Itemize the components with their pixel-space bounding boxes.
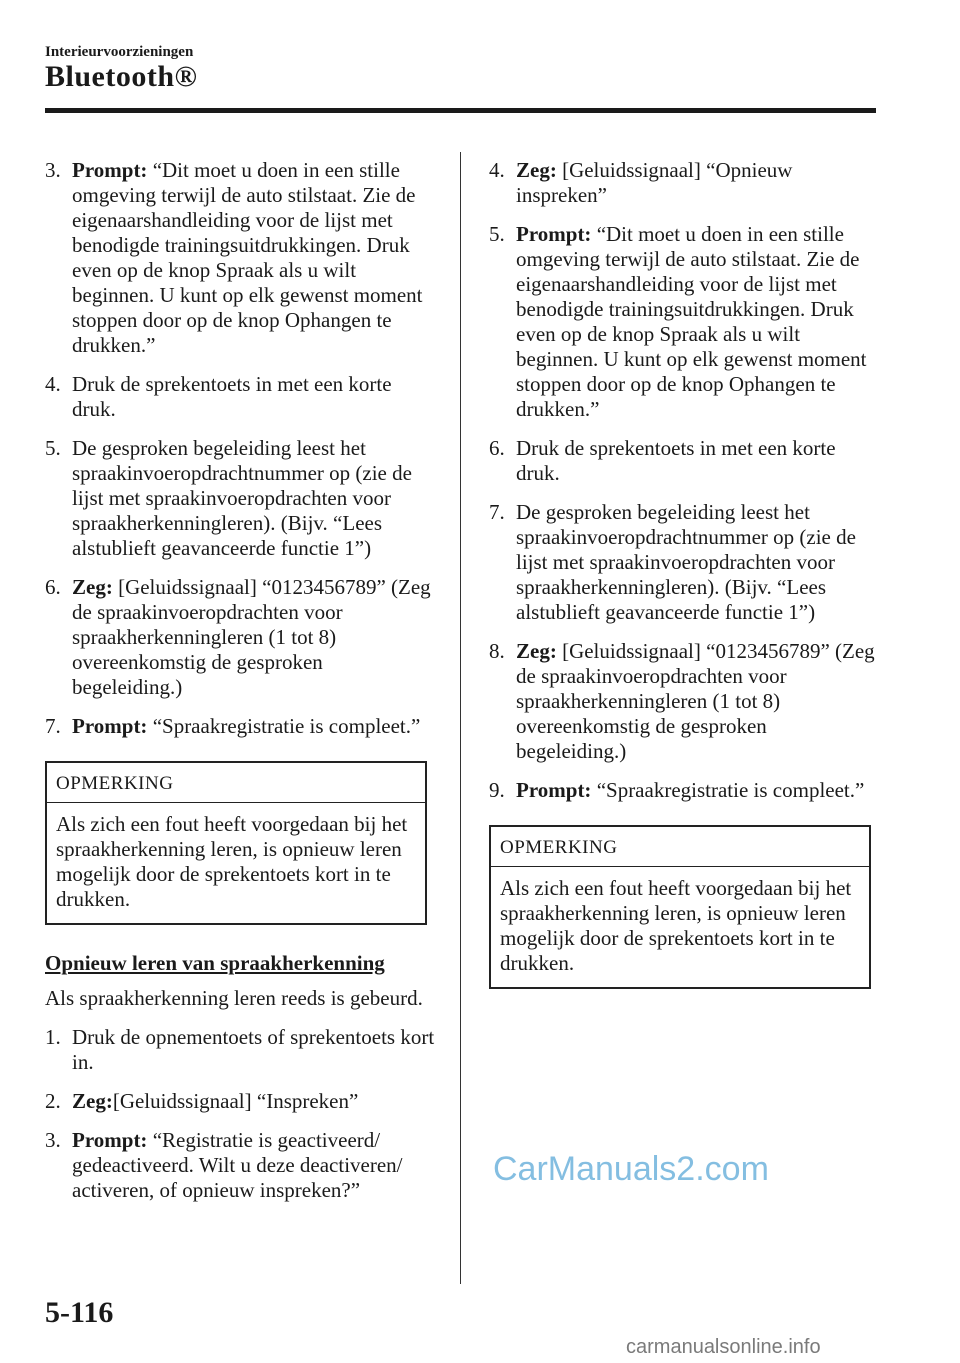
step-number: 3. [45, 158, 61, 182]
step-label: Prompt: [72, 1128, 148, 1152]
step-text [516, 222, 879, 422]
step-label: Prompt: [516, 222, 592, 246]
step-text [72, 1025, 435, 1075]
note-box [45, 761, 427, 925]
list-item [45, 436, 435, 561]
step-number: 7. [489, 500, 505, 524]
page-title: Bluetooth® [45, 60, 198, 93]
steps-list [45, 158, 435, 739]
step-number: 4. [489, 158, 505, 182]
note-text: Als zich een fout heeft voorgedaan bij het spraakherkenning leren, is opnieuw leren mogelijk door de sprekentoets kort in te drukken. [500, 876, 852, 975]
step-text [72, 714, 435, 739]
step-body: “Spraakregistratie is compleet.” [591, 778, 865, 802]
step-label: Prompt: [72, 158, 148, 182]
list-item [45, 714, 435, 739]
intro-text: Als spraakherkenning leren reeds is gebeurd. [45, 986, 423, 1010]
step-body: Druk de sprekentoets in met een korte druk. [516, 436, 836, 485]
list-item [45, 1128, 435, 1203]
note-heading: OPMERKING [491, 827, 869, 867]
step-body: Druk de sprekentoets in met een korte druk. [72, 372, 392, 421]
step-body: Druk de opnementoets of sprekentoets kort in. [72, 1025, 435, 1074]
note-heading: OPMERKING [47, 763, 425, 803]
column-divider [460, 152, 461, 1284]
step-text [72, 1128, 435, 1203]
title-rule [45, 108, 876, 113]
list-item [45, 372, 435, 422]
step-text [516, 500, 879, 625]
step-text [72, 372, 435, 422]
subheading: Opnieuw leren van spraakherkenning [45, 951, 385, 975]
step-text [516, 778, 879, 803]
watermark: CarManuals2.com [493, 1150, 769, 1188]
step-text [516, 639, 879, 764]
note-text: Als zich een fout heeft voorgedaan bij het spraakherkenning leren, is opnieuw leren mogelijk door de sprekentoets kort in te drukken. [56, 812, 408, 911]
list-item [489, 639, 879, 764]
list-item [45, 1025, 435, 1075]
list-item [45, 158, 435, 358]
section-label: Interieurvoorzieningen [45, 44, 194, 60]
step-body: [Geluidssignaal] “Opnieuw inspreken” [516, 158, 793, 207]
page-number: 5-116 [45, 1296, 114, 1329]
step-number: 4. [45, 372, 61, 396]
step-number: 6. [489, 436, 505, 460]
step-label: Prompt: [72, 714, 148, 738]
step-number: 7. [45, 714, 61, 738]
list-item [489, 222, 879, 422]
step-number: 9. [489, 778, 505, 802]
step-text [516, 436, 879, 486]
step-label: Zeg: [72, 1089, 113, 1113]
steps-list [489, 158, 879, 803]
source-watermark: carmanualsonline.info [626, 1336, 821, 1358]
step-body: De gesproken begeleiding leest het spraakinvoeropdrachtnummer op (zie de lijst met spraakinvoeropdrachten voor spraakherkenningleren). (Bijv. “Lees alstublieft geavanceerde functie 1”) [516, 500, 856, 624]
list-item [489, 778, 879, 803]
list-item [489, 158, 879, 208]
step-text [72, 575, 435, 700]
step-body: De gesproken begeleiding leest het spraakinvoeropdrachtnummer op (zie de lijst met spraakinvoeropdrachten voor spraakherkenningleren). (Bijv. “Lees alstublieft geavanceerde functie 1”) [72, 436, 412, 560]
note-box [489, 825, 871, 989]
step-body: “Dit moet u doen in een stille omgeving terwijl de auto stilstaat. Zie de eigenaarshandleiding voor de lijst met benodigde trainingsuitdrukkingen. Druk even op de knop Spraak als u wilt beginnen. U kunt op elk gewenst moment stoppen door op de knop Ophangen te drukken.” [516, 222, 867, 421]
step-number: 5. [489, 222, 505, 246]
step-body: “Spraakregistratie is compleet.” [147, 714, 421, 738]
steps-list [45, 1025, 435, 1203]
step-number: 6. [45, 575, 61, 599]
step-body: [Geluidssignaal] “Inspreken” [112, 1089, 359, 1113]
list-item [45, 575, 435, 700]
step-number: 8. [489, 639, 505, 663]
step-label: Zeg: [516, 639, 557, 663]
step-number: 1. [45, 1025, 61, 1049]
step-body: “Dit moet u doen in een stille omgeving terwijl de auto stilstaat. Zie de eigenaarshandleiding voor de lijst met benodigde trainingsuitdrukkingen. Druk even op de knop Spraak als u wilt beginnen. U kunt op elk gewenst moment stoppen door op de knop Ophangen te drukken.” [72, 158, 423, 357]
step-number: 5. [45, 436, 61, 460]
step-number: 3. [45, 1128, 61, 1152]
list-item [489, 436, 879, 486]
step-number: 2. [45, 1089, 61, 1113]
step-label: Prompt: [516, 778, 592, 802]
step-text [516, 158, 879, 208]
left-column [45, 158, 435, 1217]
step-label: Zeg: [72, 575, 113, 599]
step-label: Zeg: [516, 158, 557, 182]
step-text [72, 436, 435, 561]
step-text [72, 1089, 435, 1114]
list-item [489, 500, 879, 625]
step-body: [Geluidssignaal] “0123456789” (Zeg de spraakinvoeropdrachten voor spraakherkenningleren (1 tot 8) overeenkomstig de gesproken begeleiding.) [516, 639, 875, 763]
right-column [489, 158, 879, 1015]
step-body: [Geluidssignaal] “0123456789” (Zeg de spraakinvoeropdrachten voor spraakherkenningleren (1 tot 8) overeenkomstig de gesproken begeleiding.) [72, 575, 431, 699]
step-text [72, 158, 435, 358]
step-body: “Registratie is geactiveerd/ gedeactiveerd. Wilt u deze deactiveren/ activeren, of opnieuw inspreken?” [72, 1128, 403, 1202]
list-item [45, 1089, 435, 1114]
